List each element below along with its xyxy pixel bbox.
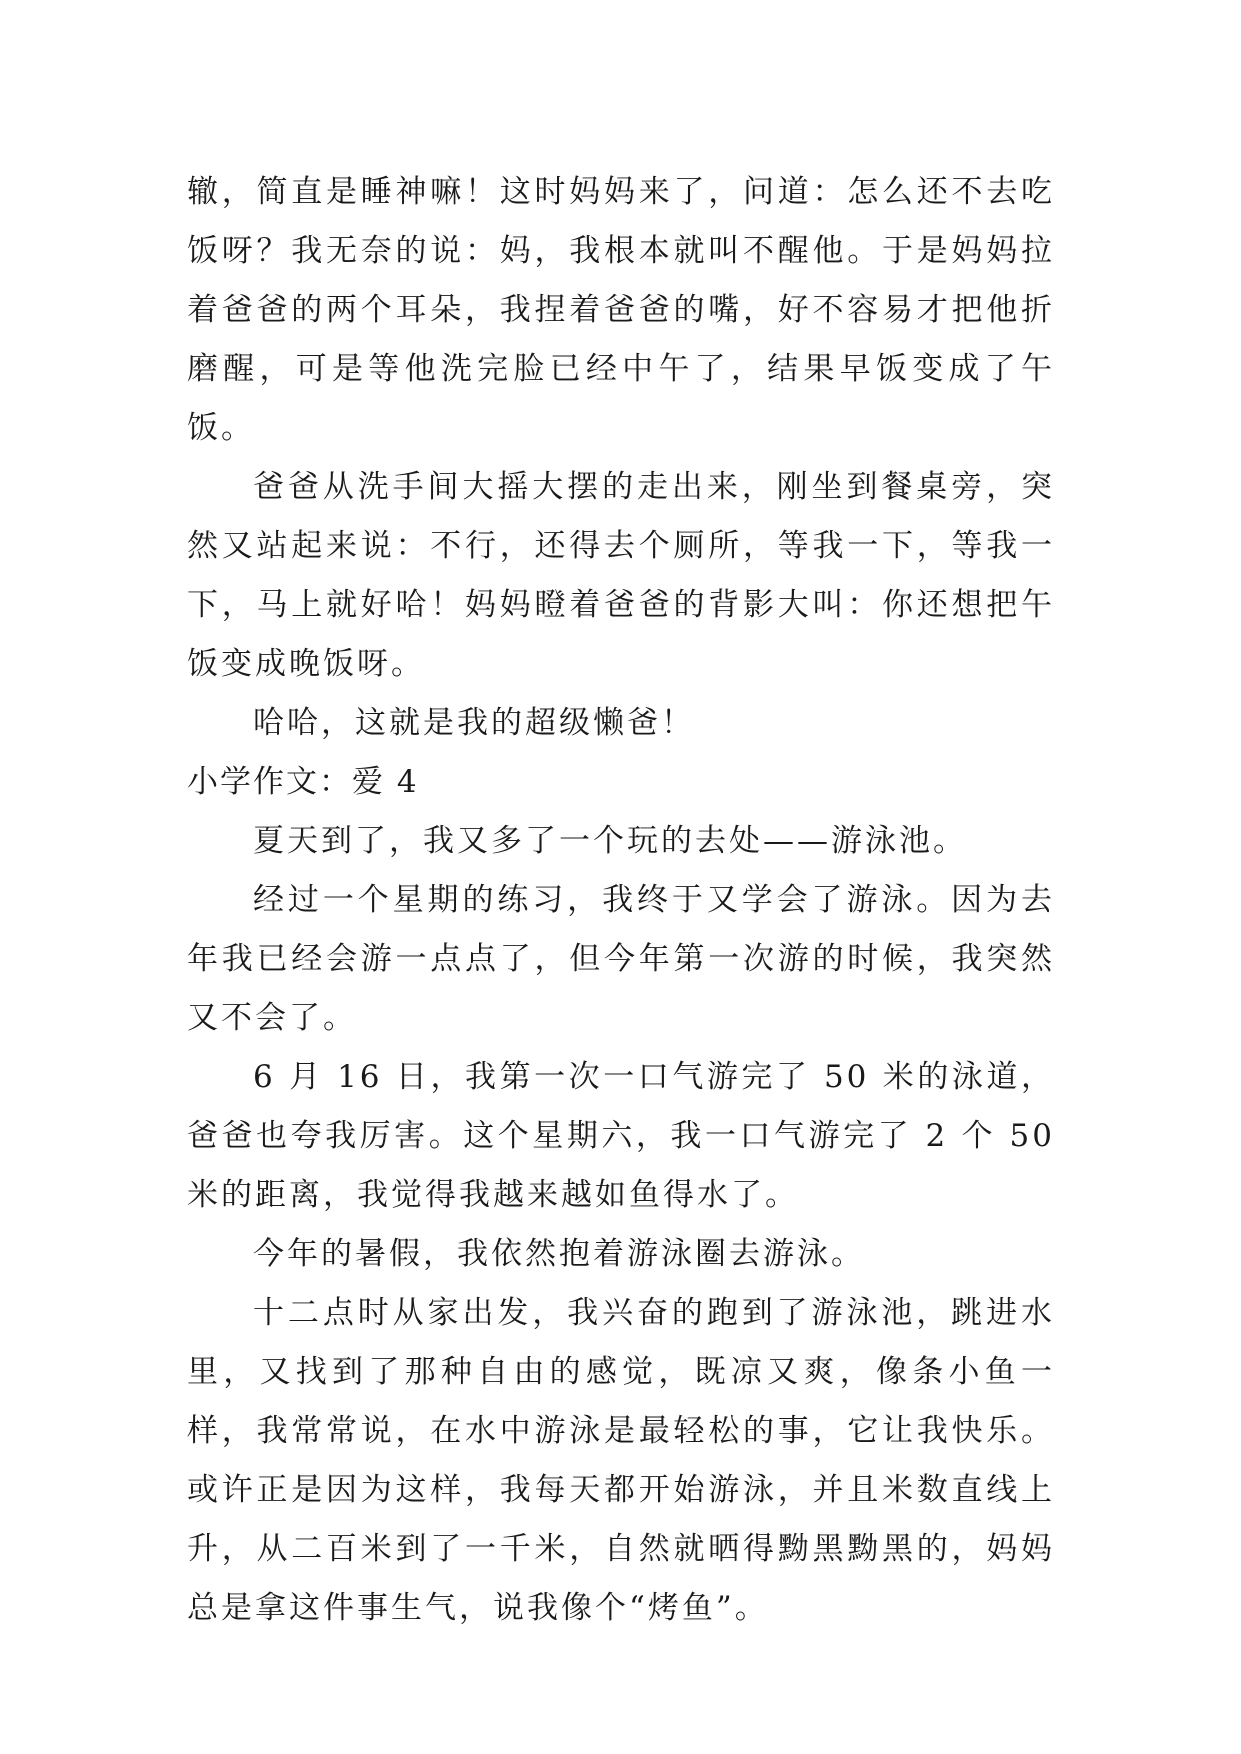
paragraph: 夏天到了，我又多了一个玩的去处——游泳池。: [253, 823, 967, 859]
paragraph: 经过一个星期的练习，我终于又学会了游泳。因为去年我已经会游一点点了，但今年第一次游的时候，我突然又不会了。: [187, 882, 1055, 1036]
document-body: [187, 163, 1055, 1638]
paragraph: 爸爸从洗手间大摇大摆的走出来，刚坐到餐桌旁，突然又站起来说：不行，还得去个厕所，等我一下，等我一下，马上就好哈！妈妈瞪着爸爸的背影大叫：你还想把午饭变成晚饭呀。: [187, 469, 1055, 682]
paragraph-continued: 辙，简直是睡神嘛！这时妈妈来了，问道：怎么还不去吃饭呀？我无奈的说：妈，我根本就叫不醒他。于是妈妈拉着爸爸的两个耳朵，我捏着爸爸的嘴，好不容易才把他折磨醒，可是等他洗完脸已经中午了，结果早饭变成了午饭。: [187, 174, 1055, 446]
paragraph: 十二点时从家出发，我兴奋的跑到了游泳池，跳进水里，又找到了那种自由的感觉，既凉又爽，像条小鱼一样，我常常说，在水中游泳是最轻松的事，它让我快乐。或许正是因为这样，我每天都开始游泳，并且米数直线上升，从二百米到了一千米，自然就晒得黝黑黝黑的，妈妈总是拿这件事生气，说我像个“烤鱼”。: [187, 1295, 1055, 1626]
essay-title: 小学作文：爱 4: [187, 764, 419, 800]
paragraph: 6 月 16 日，我第一次一口气游完了 50 米的泳道，爸爸也夸我厉害。这个星期六，我一口气游完了 2 个 50 米的距离，我觉得我越来越如鱼得水了。: [187, 1059, 1055, 1213]
paragraph: 今年的暑假，我依然抱着游泳圈去游泳。: [253, 1236, 865, 1272]
paragraph: 哈哈，这就是我的超级懒爸！: [253, 705, 695, 741]
